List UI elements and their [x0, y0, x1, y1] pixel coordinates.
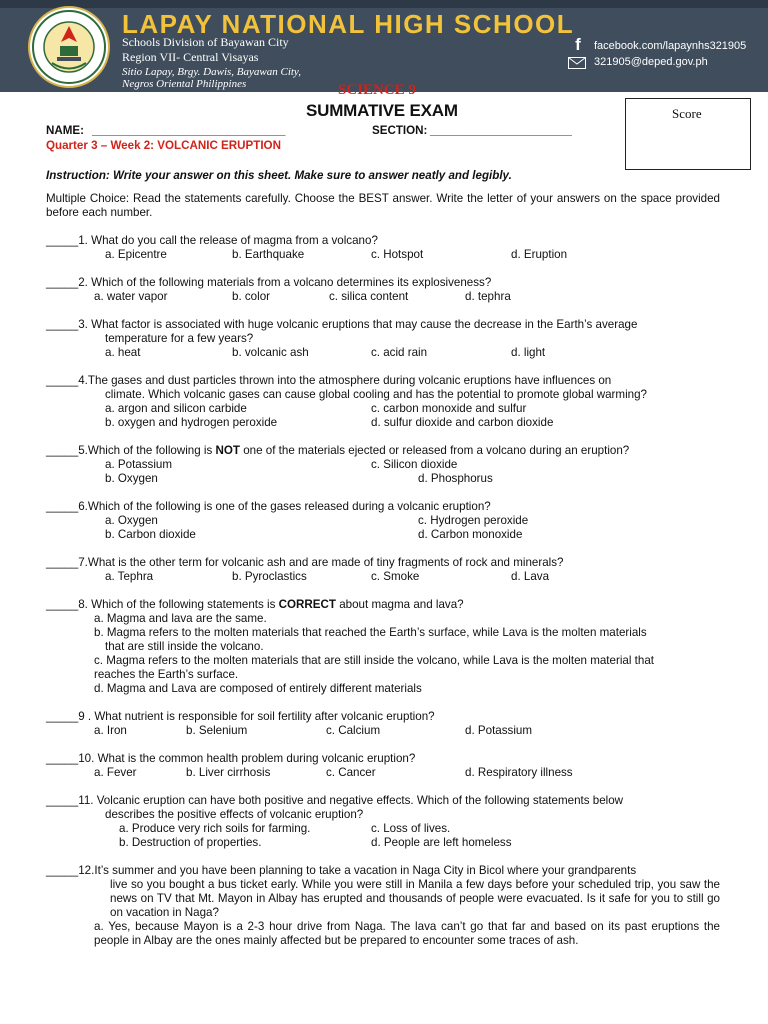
question-11-cont: describes the positive effects of volcanic eruption? [105, 808, 364, 821]
question-6: _____6.Which of the following is one of the gases released during a volcanic eruption? [46, 500, 491, 513]
q6-option-d: d. Carbon monoxide [418, 528, 523, 541]
q8-option-b: b. Magma refers to the molten materials that reached the Earth’s surface, while Lava is the molten materials [94, 626, 647, 639]
question-1: _____1. What do you call the release of magma from a volcano? [46, 234, 378, 247]
q10-option-b: b. Liver cirrhosis [186, 766, 271, 779]
subject-title: SCIENCE 9 [338, 82, 416, 98]
q7-option-b: b. Pyroclastics [232, 570, 307, 583]
q8-option-a: a. Magma and lava are the same. [94, 612, 267, 625]
q6-option-b: b. Carbon dioxide [105, 528, 196, 541]
q7-option-c: c. Smoke [371, 570, 420, 583]
question-3: _____3. What factor is associated with huge volcanic eruptions that may cause the decrease in the Earth’s average [46, 318, 638, 331]
name-blank[interactable]: ______________________________ [92, 124, 286, 137]
q5-option-a: a. Potassium [105, 458, 173, 471]
q8-option-c-cont: reaches the Earth’s surface. [94, 668, 239, 681]
question-2: _____2. Which of the following materials from a volcano determines its explosiveness? [46, 276, 492, 289]
exam-title: SUMMATIVE EXAM [306, 101, 458, 120]
school-address-line2: Negros Oriental Philippines [122, 78, 247, 90]
q3-option-a: a. heat [105, 346, 141, 359]
q7-option-d: d. Lava [511, 570, 550, 583]
q11-option-a: a. Produce very rich soils for farming. [119, 822, 311, 835]
question-8-pre: _____8. Which of the following statements is [46, 598, 279, 611]
q9-option-a: a. Iron [94, 724, 127, 737]
q9-option-b: b. Selenium [186, 724, 248, 737]
q8-option-b-cont: that are still inside the volcano. [105, 640, 264, 653]
q9-option-d: d. Potassium [465, 724, 533, 737]
q1-option-d: d. Eruption [511, 248, 568, 261]
q3-option-b: b. volcanic ash [232, 346, 309, 359]
question-5-post: one of the materials ejected or released from a volcano during an eruption? [239, 444, 630, 457]
q4-option-c: c. carbon monoxide and sulfur [371, 402, 527, 415]
q8-option-d: d. Magma and Lava are composed of entirely different materials [94, 682, 422, 695]
question-7: _____7.What is the other term for volcanic ash and are made of tiny fragments of rock and minerals? [46, 556, 564, 569]
q10-option-a: a. Fever [94, 766, 137, 779]
question-5 [46, 444, 629, 458]
q4-option-a: a. argon and silicon carbide [105, 402, 247, 415]
section-label: SECTION: [372, 124, 428, 137]
question-5-emphasis: NOT [215, 444, 240, 457]
school-division: Schools Division of Bayawan City [122, 35, 289, 49]
school-logo-seal [28, 6, 110, 88]
q5-option-b: b. Oxygen [105, 472, 158, 485]
q10-option-d: d. Respiratory illness [465, 766, 573, 779]
header-top-strip [0, 0, 768, 8]
q2-option-b: b. color [232, 290, 271, 303]
q8-option-c: c. Magma refers to the molten materials that are still inside the volcano, while Lava is the molten material that [94, 654, 654, 667]
question-4-cont: climate. Which volcanic gases can cause global cooling and has the potential to promote global warming? [105, 388, 647, 401]
question-3-cont: temperature for a few years? [105, 332, 254, 345]
school-address-line1: Sitio Lapay, Brgy. Dawis, Bayawan City, [122, 66, 301, 78]
q5-option-c: c. Silicon dioxide [371, 458, 458, 471]
q1-option-b: b. Earthquake [232, 248, 305, 261]
score-label: Score [672, 106, 702, 121]
logo-seal-graphic [30, 8, 108, 86]
name-label: NAME: [46, 124, 84, 137]
school-name: LAPAY NATIONAL HIGH SCHOOL [122, 9, 575, 39]
q3-option-c: c. acid rain [371, 346, 428, 359]
q11-option-d: d. People are left homeless [371, 836, 512, 849]
email-link[interactable]: 321905@deped.gov.ph [594, 56, 708, 68]
mc-directions: Multiple Choice: Read the statements carefully. Choose the BEST answer. Write the letter of your answers on the space provided before each number. [46, 192, 720, 219]
facebook-link[interactable]: facebook.com/lapaynhs321905 [594, 40, 747, 52]
q4-option-b: b. oxygen and hydrogen peroxide [105, 416, 278, 429]
question-8 [46, 598, 464, 612]
q5-option-d: d. Phosphorus [418, 472, 493, 485]
mail-icon [568, 57, 586, 69]
quarter-topic: Quarter 3 – Week 2: VOLCANIC ERUPTION [46, 139, 281, 152]
question-11: _____11. Volcanic eruption can have both positive and negative effects. Which of the following statements below [46, 794, 624, 807]
q2-option-c: c. silica content [329, 290, 409, 303]
q1-option-c: c. Hotspot [371, 248, 424, 261]
question-8-emphasis: CORRECT [278, 598, 336, 611]
q7-option-a: a. Tephra [105, 570, 154, 583]
q10-option-c: c. Cancer [326, 766, 376, 779]
q3-option-d: d. light [511, 346, 546, 359]
question-10: _____10. What is the common health problem during volcanic eruption? [46, 752, 416, 765]
q2-option-d: d. tephra [465, 290, 511, 303]
q12-option-a: a. Yes, because Mayon is a 2-3 hour drive from Naga. The lava can’t go that far and based on its past eruptions the people in Albay are the ones mainly affected but be prepared to encounter some traces of ash. [94, 920, 720, 947]
q11-option-c: c. Loss of lives. [371, 822, 451, 835]
q11-option-b: b. Destruction of properties. [119, 836, 262, 849]
q9-option-c: c. Calcium [326, 724, 381, 737]
question-5-pre: _____5.Which of the following is [46, 444, 216, 457]
q6-option-c: c. Hydrogen peroxide [418, 514, 529, 527]
school-header-banner [0, 0, 768, 92]
question-8-post: about magma and lava? [335, 598, 464, 611]
question-12-cont: live so you bought a bus ticket early. While you were still in Manila a few days before your scheduled trip, you saw the news on TV that Mt. Mayon in Albay has erupted and thousands of people were evacuated. Is it safe for you to still go on vacation in Naga? [110, 878, 720, 919]
instruction-text: Instruction: Write your answer on this sheet. Make sure to answer neatly and legibly. [46, 169, 512, 182]
question-4: _____4.The gases and dust particles thrown into the atmosphere during volcanic eruptions have influences on [46, 374, 612, 387]
q2-option-a: a. water vapor [94, 290, 168, 303]
question-9: _____9 . What nutrient is responsible for soil fertility after volcanic eruption? [46, 710, 435, 723]
q1-option-a: a. Epicentre [105, 248, 167, 261]
section-blank[interactable]: ______________________ [430, 124, 572, 137]
question-12: _____12.It’s summer and you have been planning to take a vacation in Naga City in Bicol where your grandparents [46, 864, 637, 877]
q6-option-a: a. Oxygen [105, 514, 158, 527]
q4-option-d: d. sulfur dioxide and carbon dioxide [371, 416, 554, 429]
facebook-icon: f [575, 35, 581, 54]
school-region: Region VII- Central Visayas [122, 50, 259, 64]
